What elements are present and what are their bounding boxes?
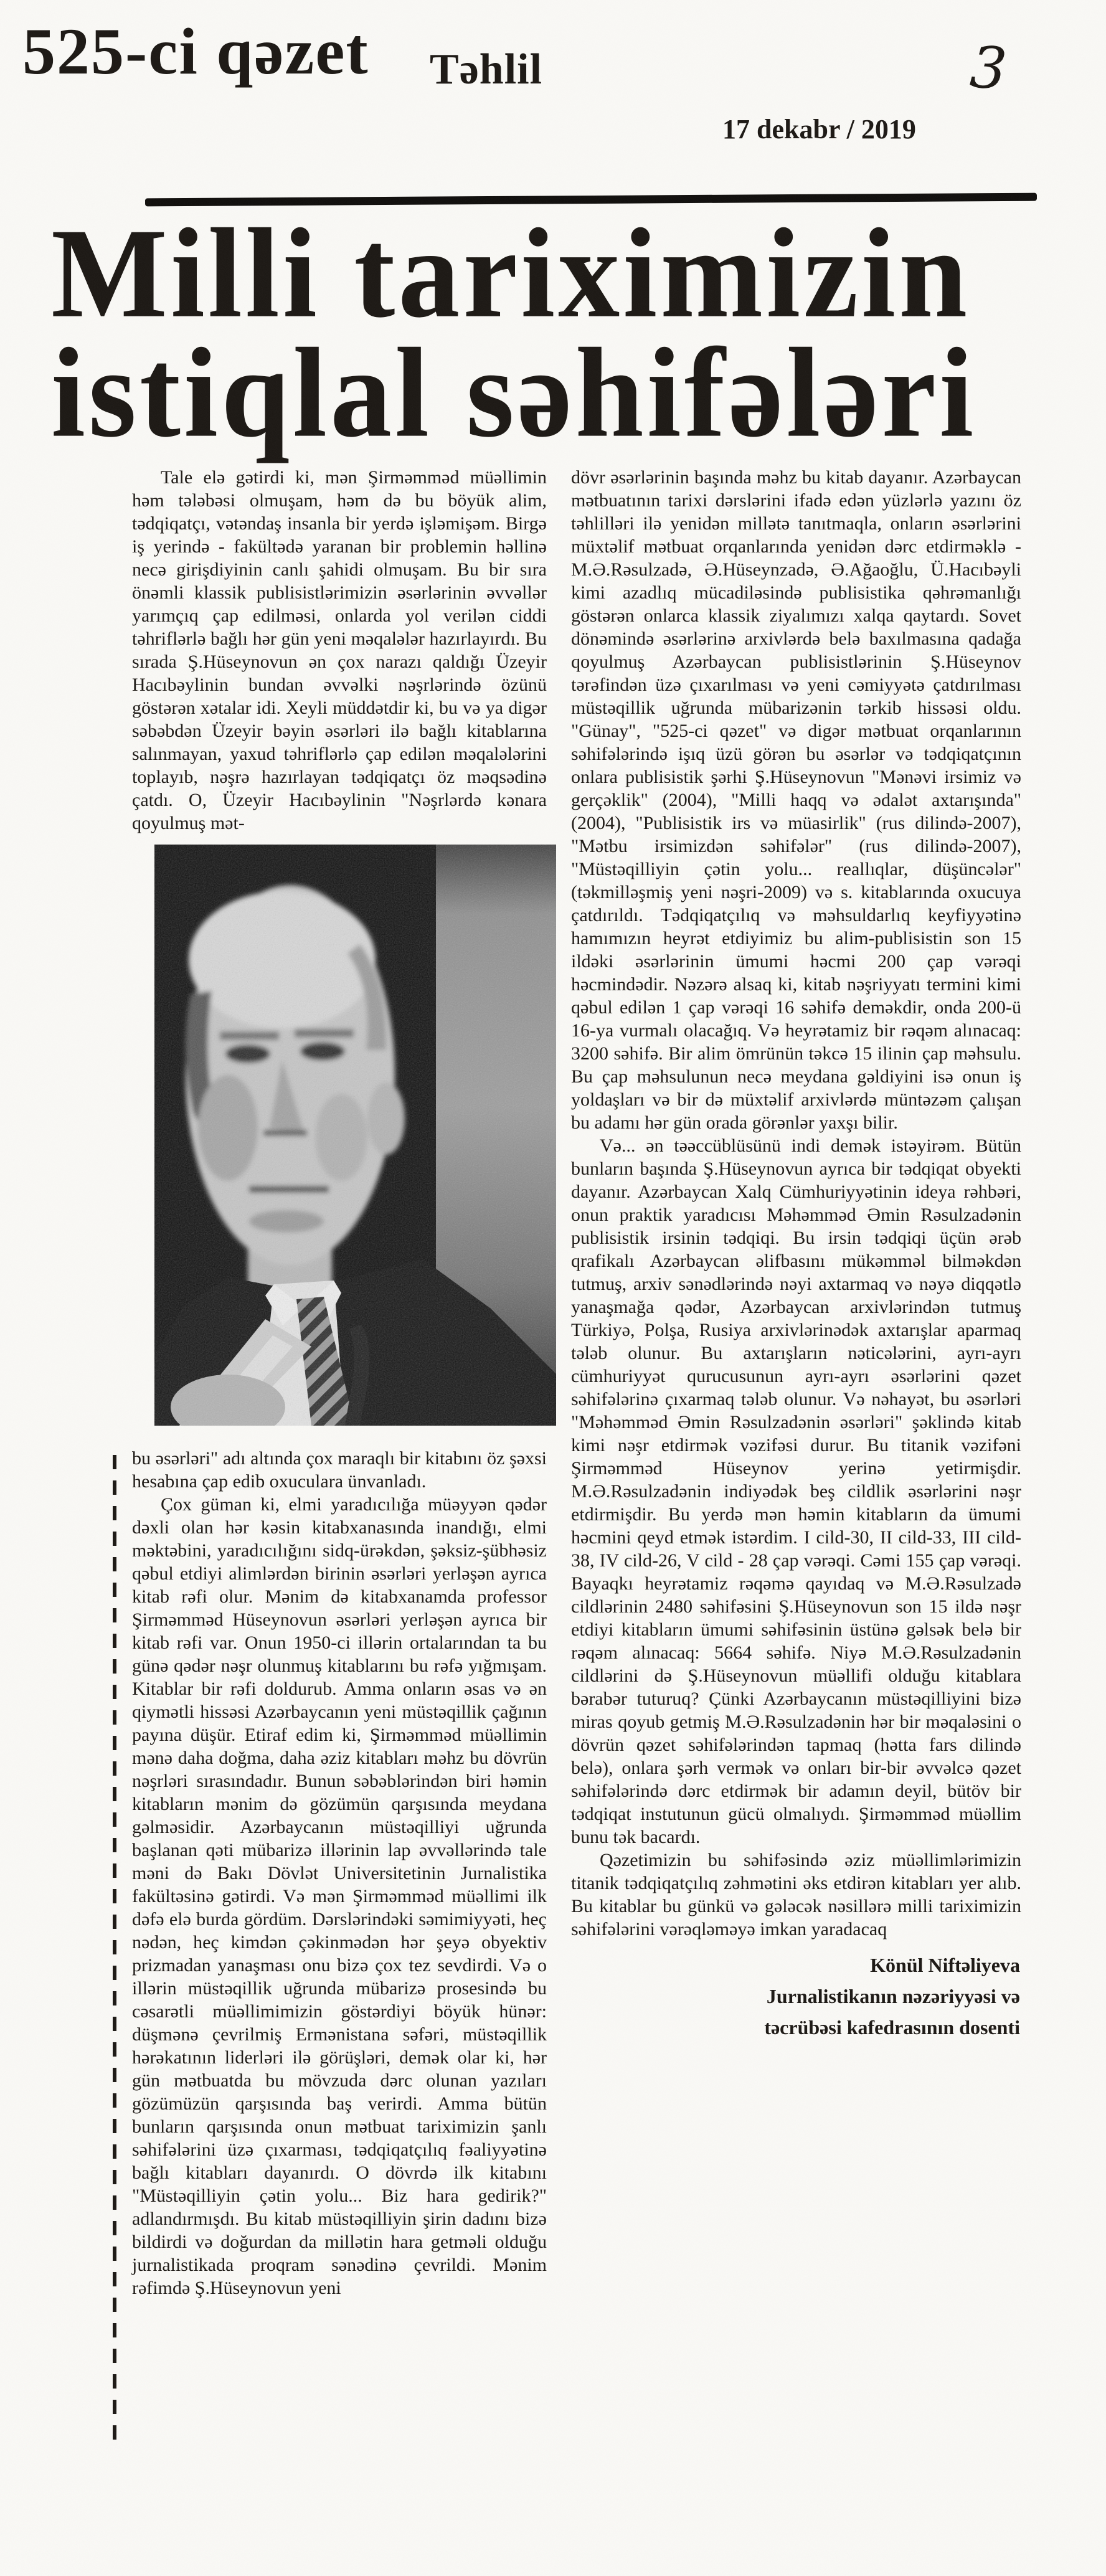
newspaper-name: 525-ci qəzet <box>22 15 369 88</box>
headline-line1: Milli tariximizin <box>51 202 971 344</box>
byline-role-line1: Jurnalistikanın nəzəriyyəsi və <box>766 1985 1020 2007</box>
issue-date: 17 dekabr / 2019 <box>722 114 916 144</box>
headline-line2: istiqlal səhifələri <box>51 321 977 464</box>
left-paragraph-2: Çox güman ki, elmi yaradıcılığa müəyyən qədər dəxli olan hər kəsin kitabxanasında inandığı, elmi məktəbini, yaradıcılığını sidq-ürəkdən, şəksiz-şübhəsiz qəbul etdiyi alimlərdən birinin əsərləri yerləşən ayrıca kitab rəfi olur. Mənim də kitabxanamda professor Şirməmməd Hüseynovun əsərləri yerləşən ayrıca bir kitab rəfi var. Onun 1950-ci illərin ortalarından ta bu günə qədər nəşr olunmuş kitablarını bu rəfə yığmışam. Kitablar bir rəfi doldurub. Amma onların əsas və ən qiymətli hissəsi Azərbaycanın yeni müstəqillik çağının payına düşür. Etiraf edim ki, Şirməmməd müəllimin mənə daha doğma, daha əziz kitabları məhz bu dövrün nəşrləri sırasındadır. Bunun səbəblərindən biri həmin kitabların mənim də gözümün qarşısında meydana gəlməsidir. Azərbaycanın müstəqilliyi uğrunda başlanan qəti mübarizə illərinin lap əvvəllərində tale məni də Bakı Dövlət Universitetinin Jurnalistika fakültəsinə gətirdi. Və mən Şirməmməd müəllimi ilk dəfə elə burda gördüm. Dərslərindəki səmimiyyəti, heç nədən, heç kimdən çəkinmədən hər şeyə obyektiv prizmadan yanaşması onu bizə çox tez sevdirdi. Və o illərin müstəqillik uğrunda mübarizə prosesində bu cəsarətli müəllimimizin göstərdiyi böyük hünər: düşmənə çevrilmiş Ermənistana səfəri, müstəqillik hərəkatının liderləri ilə görüşləri, demək olar ki, hər gün mətbuatda bu mövzuda dərc olunan yazıları gözümüzün qarşısında baş verirdi. Amma bütün bunların qarşısında onun mətbuat tariximizin şanlı səhifələrini üzə çıxarması, tədqiqatçılıq fəaliyyətinə bağlı kitabları dayanırdı. O dövrdə ilk kitabını "Müstəqilliyin çətin yolu... Biz hara gedirik?" adlandırmışdı. Bu kitab müstəqilliyin şirin dadını bizə bildirdi və doğurdan da millətin hara getməli olduğu jurnalistikada proqram sənədinə çevrildi. Mənim rəfimdə Ş.Hüseynovun yeni <box>132 1494 547 2298</box>
left-paragraph-1: Tale elə gətirdi ki, mən Şirməmməd müəllimin həm tələbəsi olmuşam, həm də bu böyük alim, tədqiqatçı, vətəndaş insanla bir yerdə işləmişəm. Birgə iş yerində - fakültədə yaranan bir problemin həllinə necə girişdiyinin canlı şahidi olmuşam. Bu bir sıra önəmli klassik publisistlərimizin əsərlərinin əvvəllər yarımçıq çap edilməsi, onlarda yol verilən ciddi təhriflərlə bağlı hər gün yeni məqalələr hazırlayırdı. Bu sırada Ş.Hüseynovun ən çox narazı qaldığı Üzeyir Hacıbəylinin bundan əvvəlki nəşrlərində özünü göstərən xətalar idi. Xeyli müddətdir ki, bu və ya digər səbəbdən Üzeyir bəyin əsərləri ilə bağlı kitablarına salınmayan, yaxud təhriflərlə çap edilən məqalələrini toplayıb, nəşrə hazırlayan tədqiqatçı öz məqsədinə çatdı. O, Üzeyir Hacıbəylinin "Nəşrlərdə kənara qoyulmuş mət- <box>132 467 547 833</box>
page-number: 3 <box>968 34 1009 103</box>
section-label: Təhlil <box>430 45 543 93</box>
left-paragraph-1-continued: bu əsərləri" adı altında çox maraqlı bir kitabını öz şəxsi hesabına çap edib oxuculara ünvanladı. <box>132 1448 547 1492</box>
left-column <box>132 466 547 2299</box>
portrait-image <box>154 845 556 1426</box>
right-column <box>571 466 1021 2043</box>
byline <box>571 1949 1021 2043</box>
right-paragraph-1: dövr əsərlərinin başında məhz bu kitab dayanır. Azərbaycan mətbuatının tarixi dərslərini ifadə edən yüzlərlə yazını öz təhlilləri ilə yenidən millətə tanıtmaqla, onların əsərlərini müxtəlif mətbuat orqanlarında yenidən dərc etdirməklə - M.Ə.Rəsulzadə, Ə.Hüseynzadə, Ə.Ağaoğlu, Ü.Hacıbəyli kimi azadlıq mücadiləsində publisistika qəhrəmanlığı göstərən onlarca klassik ziyalımızı xalqa qaytardı. Sovet dönəmində əsərlərinə arxivlərdə belə baxılmasına qadağa qoyulmuş Azərbaycan publisistlərinin Ş.Hüseynov tərəfindən üzə çıxarılması və yeni cəmiyyətə çatdırılması müstəqillik uğrunda mübarizənin tərkib hissəsi oldu. "Günay", "525-ci qəzet" və digər mətbuat orqanlarının səhifələrində işıq üzü görən bu əsərlər və tədqiqatçının onlara publisistik şərhi Ş.Hüseynovun "Mənəvi irsimiz və gerçəklik" (2004), "Milli haqq və ədalət axtarışında" (2004), "Publisistik irs və müasirlik" (rus dilində-2007), "Mətbu irsimizdən səhifələr" (rus dilində-2007), "Müstəqilliyin çətin yolu... reallıqlar, düşüncələr" (təkmilləşmiş yeni nəşri-2009) və s. kitablarında oxucuya çatdırıldı. Tədqiqatçılıq və məhsuldarlıq keyfiyyətinə hamımızın heyrət etdiyimiz bu alim-publisistin son 15 ildəki əsərlərinin ümumi həcmi 200 çap vərəqi həcmindədir. Nəzərə alsaq ki, kitab nəşriyyatı termini kimi qəbul edilən 1 çap vərəqi 16 səhifə deməkdir, onda 200-ü 16-ya vurmalı olacağıq. Və heyrətamiz bir rəqəm alınacaq: 3200 səhifə. Bir alim ömrünün təkcə 15 ilinin çap məhsulu. Bu çap məhsulunun necə meydana gəldiyini isə onun iş yoldaşları və bir də müxtəlif arxivlərdə müntəzəm çalışan bu adamı hər gün orada görənlər yaxşı bilir. <box>571 467 1021 1133</box>
cutout-dashed-line <box>113 1455 116 2440</box>
byline-name: Könül Niftəliyeva <box>870 1954 1020 1976</box>
right-paragraph-3: Qəzetimizin bu səhifəsində əziz müəllimlərimizin titanik tədqiqatçılıq zəhmətini əks etdirən kitabları yer alıb. Bu kitablar bu günkü və gələcək nəsillərə milli tariximizin səhifələrini vərəqləməyə imkan yaradacaq <box>571 1850 1021 1939</box>
byline-role-line2: təcrübəsi kafedrasının dosenti <box>764 2016 1020 2039</box>
portrait-photo <box>154 845 556 1426</box>
right-paragraph-2: Və... ən təəccüblüsünü indi demək istəyirəm. Bütün bunların başında Ş.Hüseynovun ayrıca bir tədqiqat obyekti dayanır. Azərbaycan Xalq Cümhuriyyətinin ideya rəhbəri, onun praktik yaradıcısı Məhəmməd Əmin Rəsulzadənin publisistik irsinin tədqiqi. Bu irsin tədqiqi üçün ərəb qrafikalı Azərbaycan əlifbasını mükəmməl bilməkdən tutmuş, arxiv sənədlərində nəyi axtarmaq və nəyə diqqətlə yanaşmağa qədər, Azərbaycan arxivlərindən tutmuş Türkiyə, Polşa, Rusiya arxivlərinədək axtarışlar aparmaq tələb olunur. Bu axtarışların nəticələrini, ayrı-ayrı cümhuriyyət qurucusunun ayrı-ayrı əsərlərini qəzet səhifələrinə çıxarmaq tələb olunur. Və nəhayət, bu əsərləri "Məhəmməd Əmin Rəsulzadənin əsərləri" şəklində kitab kimi nəşr etdirmək vəzifəsi durur. Bu titanik vəzifəni Şirməmməd Hüseynov yerinə yetirmişdir. M.Ə.Rəsulzadənin indiyədək beş cildlik əsərlərini nəşr etdirmişdir. Bu yerdə mən həmin kitabların da ümumi həcmini qeyd etmək istərdim. I cild-30, II cild-33, III cild-38, IV cild-26, V cild - 28 çap vərəqi. Cəmi 155 çap vərəqi. Bayaqkı heyrətamiz rəqəmə qayıdaq və M.Ə.Rəsulzadə cildlərinin 2480 səhifəsini Ş.Hüseynovun son 15 ildə nəşr etdiyi kitabların ümumi səhifəsinin üstünə gəlsək belə bir rəqəm alınacaq: 5664 səhifə. Niyə M.Ə.Rəsulzadənin cildlərini də Ş.Hüseynovun müəllifi olduğu kitablara bərabər tuturuq? Çünki Azərbaycanın müstəqilliyini bizə miras qoyub getmiş M.Ə.Rəsulzadənin hər bir məqaləsini o dövrün qəzet səhifələrindən tapmaq (hətta fars dilində belə), onlara şərh vermək və onları bir-bir əvvəlcə qəzet səhifələrində dərc etdirmək bir adamın deyil, bütöv bir tədqiqat instutunun gücü olmalıydı. Şirməmməd müəllim bunu tək bacardı. <box>571 1135 1021 1847</box>
